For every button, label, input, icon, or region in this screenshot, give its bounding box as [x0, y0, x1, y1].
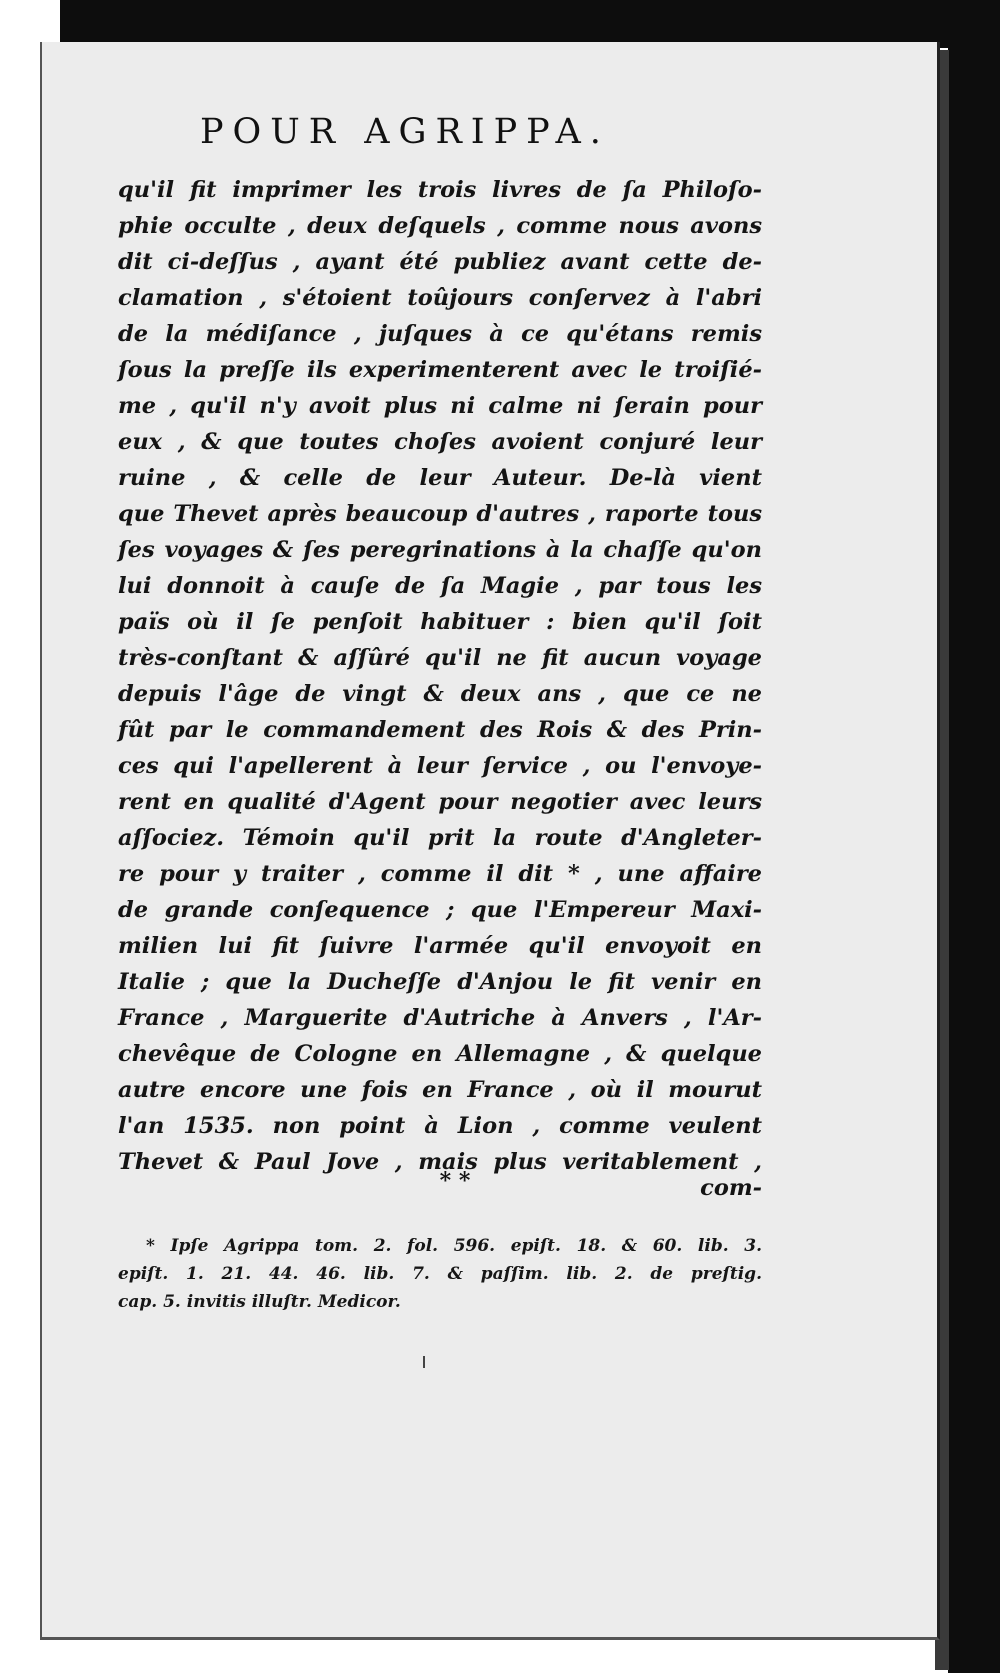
text-line: que Thevet après beaucoup d'autres , raporte tous — [118, 501, 762, 527]
text-line: milien lui fit ſuivre l'armée qu'il envoyoit en — [118, 933, 762, 959]
text-line: autre encore une fois en France , où il mourut — [118, 1077, 762, 1103]
text-line: depuis l'âge de vingt & deux ans , que ce ne — [118, 681, 762, 707]
text-line: phie occulte , deux deſquels , comme nous avons — [118, 213, 762, 239]
text-line: France , Marguerite d'Autriche à Anvers , l'Ar- — [118, 1005, 762, 1031]
scanner-frame-top — [60, 0, 1000, 48]
text-line: ſous la preſſe ils experimenterent avec le troiſié- — [118, 357, 762, 383]
text-line: très-conſtant & aſſûré qu'il ne fit aucun voyage — [118, 645, 762, 671]
scanner-frame-right — [948, 40, 1000, 1673]
signature-mark: * * — [439, 1168, 471, 1194]
text-line: l'an 1535. non point à Lion , comme veulent — [118, 1113, 762, 1139]
running-head: POUR AGRIPPA. — [200, 112, 610, 152]
text-line: de la médiſance , juſques à ce qu'étans remis — [118, 321, 762, 347]
text-line: de grande conſequence ; que l'Empereur Maxi- — [118, 897, 762, 923]
footnote-line: epiſt. 1. 21. 44. 46. lib. 7. & paſſim. lib. 2. de preſtig. — [118, 1264, 762, 1284]
text-line: qu'il fit imprimer les trois livres de ſa Philoſo- — [118, 177, 762, 203]
footnote-line: cap. 5. invitis illuſtr. Medicor. — [118, 1292, 401, 1312]
text-line: chevêque de Cologne en Allemagne , & quelque — [118, 1041, 762, 1067]
text-line: ſes voyages & ſes peregrinations à la chaſſe qu'on — [118, 537, 762, 563]
text-line: fût par le commandement des Rois & des Prin- — [118, 717, 762, 743]
text-line: me , qu'il n'y avoit plus ni calme ni ſerain pour — [118, 393, 762, 419]
text-line: clamation , s'étoient toûjours conſervez à l'abri — [118, 285, 762, 311]
text-line: eux , & que toutes choſes avoient conjuré leur — [118, 429, 762, 455]
text-line: Thevet & Paul Jove , mais plus veritablement , — [118, 1149, 762, 1175]
text-line: aſſociez. Témoin qu'il prit la route d'Angleter- — [118, 825, 762, 851]
body-text — [118, 172, 762, 1180]
text-line: ces qui l'apellerent à leur ſervice , ou l'envoye- — [118, 753, 762, 779]
footnote — [118, 1232, 762, 1316]
text-line: dit ci-deſſus , ayant été publiez avant cette de- — [118, 249, 762, 275]
footnote-line: * Ipſe Agrippa tom. 2. fol. 596. epiſt. 18. & 60. lib. 3. — [146, 1236, 762, 1256]
text-line: rent en qualité d'Agent pour negotier avec leurs — [118, 789, 762, 815]
stray-ink-mark — [423, 1356, 425, 1368]
text-line: ruine , & celle de leur Auteur. De-là vient — [118, 465, 762, 491]
text-line: Italie ; que la Ducheſſe d'Anjou le fit venir en — [118, 969, 762, 995]
text-line: re pour y traiter , comme il dit * , une affaire — [118, 861, 762, 887]
text-line: lui donnoit à cauſe de ſa Magie , par tous les — [118, 573, 762, 599]
text-line: païs où il ſe penſoit habituer : bien qu'il ſoit — [118, 609, 762, 635]
catchword: com- — [700, 1175, 762, 1201]
